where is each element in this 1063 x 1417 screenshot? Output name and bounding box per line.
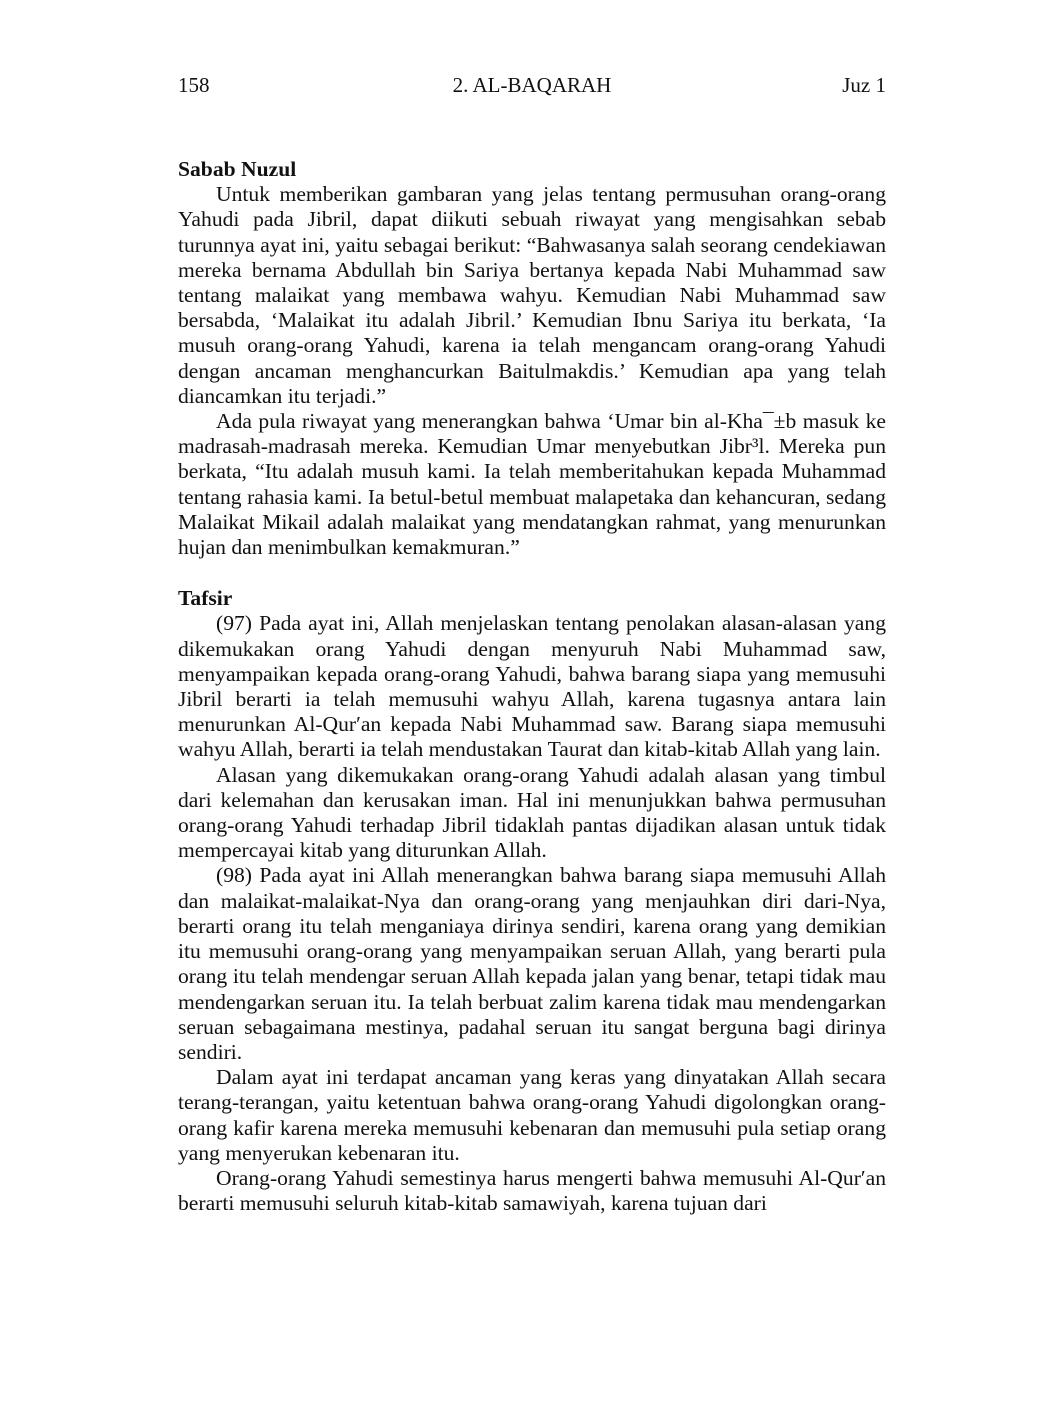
section-heading-sabab-nuzul: Sabab Nuzul — [178, 157, 297, 181]
paragraph: Ada pula riwayat yang menerangkan bahwa ‘Umar bin al-Kha¯±b masuk ke madrasah-madrasah mereka. Kemudian Umar menyebutkan Jibr³l. Mereka pun berkata, “Itu adalah musuh kami. Ia telah memberitahukan kepada Muhammad tentang rahasia kami. Ia betul-betul membuat malapetaka dan kehancuran, sedang Malaikat Mikail adalah malaikat yang mendatangkan rahmat, yang menurunkan hujan dan menimbulkan kemakmuran.” — [178, 409, 886, 560]
section-gap — [178, 560, 886, 586]
paragraph: (97) Pada ayat ini, Allah menjelaskan tentang penolakan alasan-alasan yang dikemukakan orang Yahudi dengan menyuruh Nabi Muhammad saw, menyampaikan kepada orang-orang Yahudi, bahwa barang siapa yang memusuhi Jibril berarti ia telah memusuhi wahyu Allah, karena tugasnya antara lain menurunkan Al-Qur′an kepada Nabi Muhammad saw. Barang siapa memusuhi wahyu Allah, berarti ia telah mendustakan Taurat dan kitab-kitab Allah yang lain. — [178, 611, 886, 762]
section-tafsir — [178, 586, 886, 1216]
section-heading-tafsir: Tafsir — [178, 586, 233, 611]
paragraph: Orang-orang Yahudi semestinya harus mengerti bahwa memusuhi Al-Qur′an berarti memusuhi seluruh kitab-kitab samawiyah, karena tujuan dari — [178, 1165, 886, 1216]
page-body — [178, 157, 886, 1216]
paragraph: Dalam ayat ini terdapat ancaman yang keras yang dinyatakan Allah secara terang-terangan, yaitu ketentuan bahwa orang-orang Yahudi digolongkan orang-orang kafir karena mereka memusuhi kebenaran dan memusuhi pula setiap orang yang menyerukan kebenaran itu. — [178, 1065, 886, 1165]
section-sabab-nuzul — [178, 157, 886, 560]
paragraph: Alasan yang dikemukakan orang-orang Yahudi adalah alasan yang timbul dari kelemahan dan kerusakan iman. Hal ini menunjukkan bahwa permusuhan orang-orang Yahudi terhadap Jibril tidaklah pantas dijadikan alasan untuk tidak mempercayai kitab yang diturunkan Allah. — [178, 762, 886, 863]
juz-label: Juz 1 — [842, 73, 886, 97]
paragraph: Untuk memberikan gambaran yang jelas tentang permusuhan orang-orang Yahudi pada Jibril, dapat diikuti sebuah riwayat yang mengisahkan sebab turunnya ayat ini, yaitu sebagai berikut: “Bahwasanya salah seorang cendekiawan mereka bernama Abdullah bin Sariya bertanya kepada Nabi Muhammad saw tentang malaikat yang membawa wahyu. Kemudian Nabi Muhammad saw bersabda, ‘Malaikat itu adalah Jibril.’ Kemudian Ibnu Sariya itu berkata, ‘Ia musuh orang-orang Yahudi, karena ia telah mengancam orang-orang Yahudi dengan ancaman menghancurkan Baitulmakdis.’ Kemudian apa yang telah diancamkan itu terjadi.” — [178, 182, 886, 408]
chapter-title: 2. AL-BAQARAH — [452, 73, 612, 97]
running-header — [178, 70, 886, 100]
paragraph: (98) Pada ayat ini Allah menerangkan bahwa barang siapa memusuhi Allah dan malaikat-malaikat-Nya dan orang-orang yang menjauhkan diri dari-Nya, berarti orang itu telah menganiaya dirinya sendiri, karena orang yang demikian itu memusuhi orang-orang yang menyampaikan seruan Allah, yang berarti pula orang itu telah mendengar seruan Allah kepada jalan yang benar, tetapi tidak mau mendengarkan seruan itu. Ia telah berbuat zalim karena tidak mau mendengarkan seruan sebagaimana mestinya, padahal seruan itu sangat berguna bagi dirinya sendiri. — [178, 863, 886, 1064]
page-number: 158 — [178, 73, 210, 97]
